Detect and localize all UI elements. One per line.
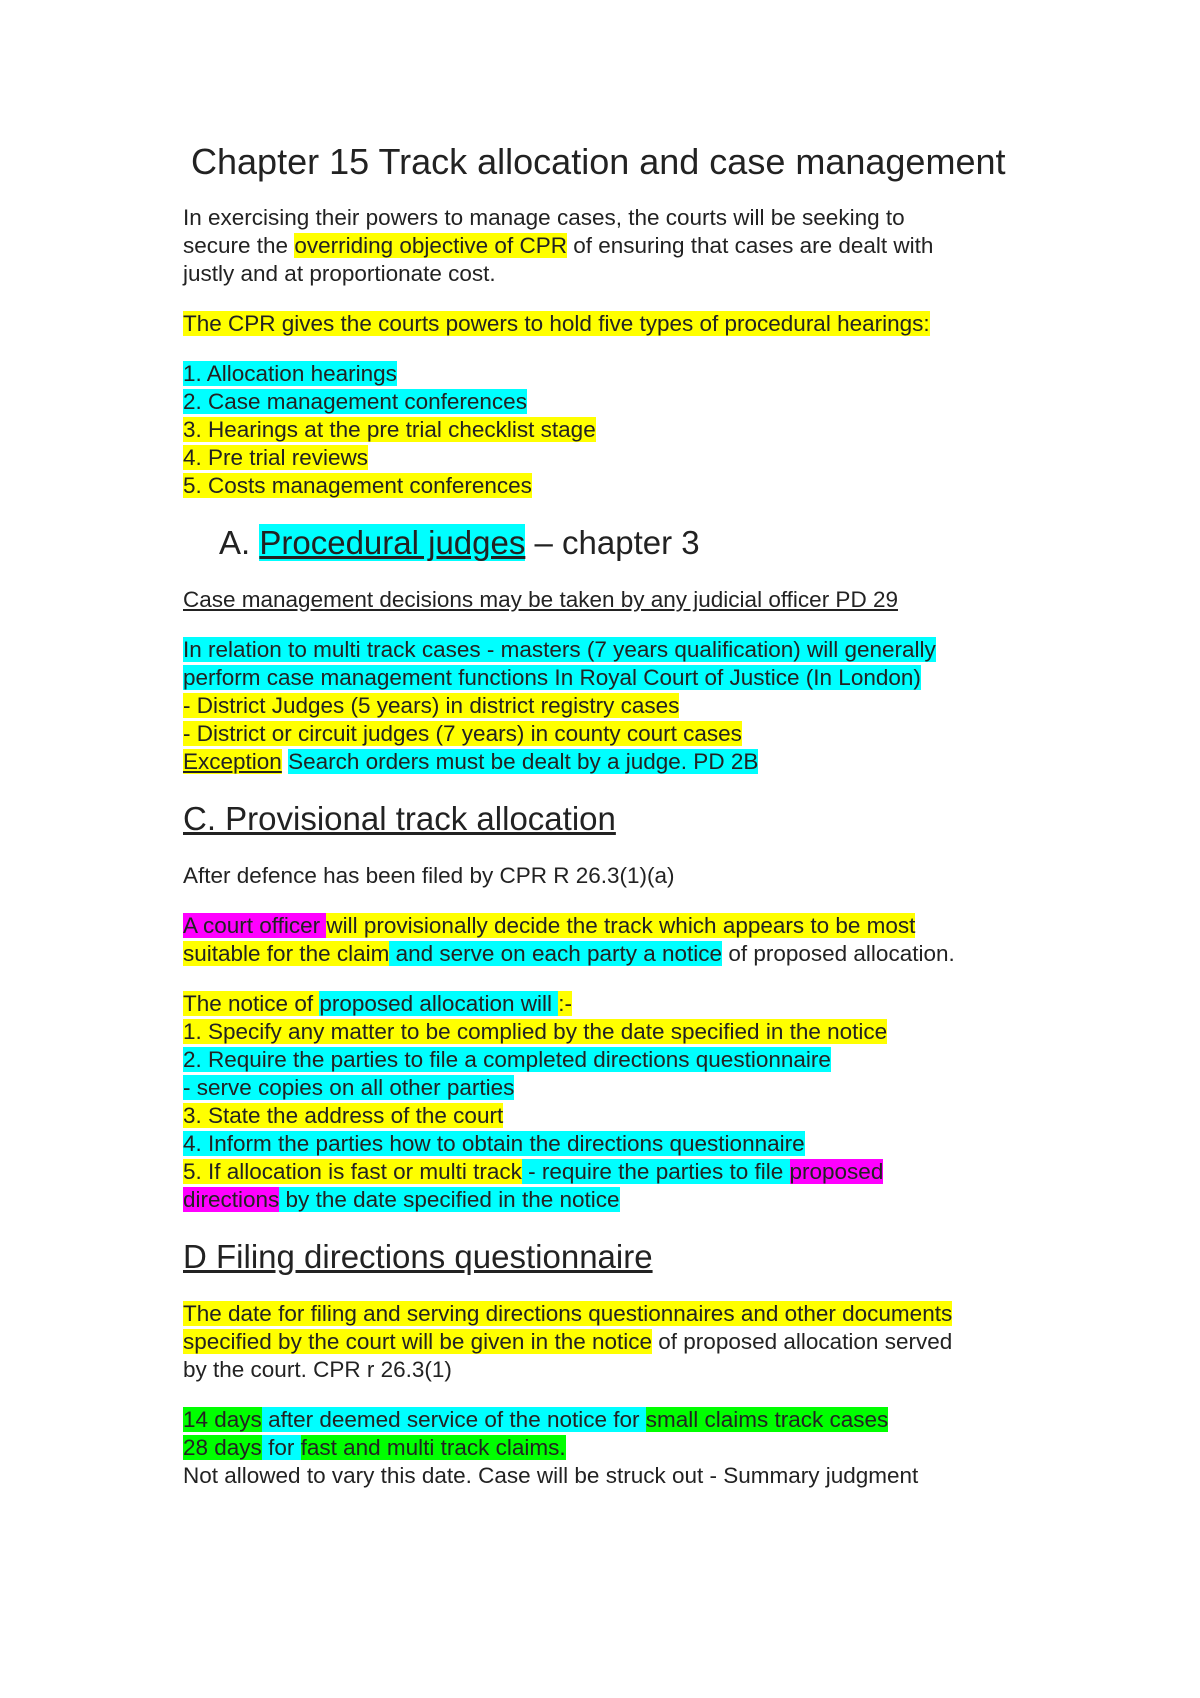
intro-paragraph (183, 204, 1063, 288)
c-line-1 (183, 912, 1063, 940)
intro-line-3: justly and at proportionate cost. (183, 261, 496, 286)
text: proposed allocation will (319, 991, 559, 1016)
highlight-court-officer: A court officer (183, 913, 327, 938)
text: In relation to multi track cases - masters (7 years qualification) will generally (183, 637, 936, 662)
text: secure the (183, 233, 295, 258)
section-c-p1: After defence has been filed by CPR R 26.3(1)(a) (183, 863, 675, 888)
intro-line-2 (183, 232, 1063, 260)
hearings-list (183, 360, 1063, 500)
list-item (183, 416, 1063, 444)
list-item-text: - require the parties to file (521, 1159, 790, 1184)
deadline-14-days (183, 1406, 1063, 1434)
text: of proposed allocation. (722, 941, 955, 966)
highlight-overriding-objective: overriding objective of CPR (294, 233, 567, 258)
text: after deemed service of the notice for (261, 1407, 646, 1432)
section-a-prefix: A. (219, 524, 260, 561)
section-c-p2 (183, 912, 1063, 968)
text: specified by the court will be given in the notice (183, 1329, 653, 1354)
underlined-text: Case management decisions may be taken by any judicial officer PD 29 (183, 587, 898, 612)
section-d-deadlines (183, 1406, 1063, 1490)
section-a-heading (219, 522, 1063, 564)
section-a-judges (183, 636, 1063, 776)
list-item (183, 1046, 1063, 1074)
section-a-heading-rest: – chapter 3 (525, 524, 700, 561)
text: 14 days (183, 1407, 262, 1432)
judges-line-4 (183, 720, 1063, 748)
text: - District or circuit judges (7 years) in county court cases (183, 721, 742, 746)
list-item (183, 1158, 1063, 1186)
text: small claims track cases (645, 1407, 889, 1432)
text: of proposed allocation served (652, 1329, 953, 1354)
list-item (183, 388, 1063, 416)
text: :- (558, 991, 572, 1016)
section-d-p1 (183, 1300, 1063, 1384)
d-line-2 (183, 1328, 1063, 1356)
intro-line-1: In exercising their powers to manage cases, the courts will be seeking to (183, 205, 905, 230)
list-item (183, 360, 1063, 388)
list-item-text: proposed (789, 1159, 884, 1184)
list-item (183, 1018, 1063, 1046)
highlight-hearings-intro: The CPR gives the courts powers to hold five types of procedural hearings: (183, 311, 930, 336)
list-item-text: 2. Require the parties to file a completed directions questionnaire (183, 1047, 831, 1072)
exception-text: Search orders must be dealt by a judge. PD 2B (288, 749, 759, 774)
text: 28 days (183, 1435, 262, 1460)
list-item (183, 444, 1063, 472)
list-item-text: 2. Case management conferences (183, 389, 527, 414)
document-body (183, 140, 1063, 1512)
list-item-text: 3. State the address of the court (183, 1103, 504, 1128)
list-item-text: 5. Costs management conferences (183, 473, 532, 498)
section-d-heading: D Filing directions questionnaire (183, 1238, 653, 1275)
section-a-heading-highlight: Procedural judges (259, 524, 526, 561)
text: and serve on each party a notice (389, 941, 723, 966)
text: for (261, 1435, 301, 1460)
section-a-underlined (183, 586, 1063, 614)
list-item-text: 3. Hearings at the pre trial checklist stage (183, 417, 596, 442)
summary-judgment-line: Not allowed to vary this date. Case will be struck out - Summary judgment (183, 1463, 919, 1488)
judges-line-2 (183, 664, 1063, 692)
hearings-intro (183, 310, 1063, 338)
text: of ensuring that cases are dealt with (566, 233, 934, 258)
judges-line-1 (183, 636, 1063, 664)
text: perform case management functions In Royal Court of Justice (In London) (183, 665, 921, 690)
judges-line-3 (183, 692, 1063, 720)
text: - District Judges (5 years) in district registry cases (183, 693, 680, 718)
list-item (183, 1186, 1063, 1214)
text: suitable for the claim (183, 941, 390, 966)
notice-list (183, 990, 1063, 1214)
list-item (183, 1102, 1063, 1130)
d-line-1 (183, 1300, 1063, 1328)
section-c-heading: C. Provisional track allocation (183, 800, 616, 837)
text: will provisionally decide the track which appears to be most (326, 913, 916, 938)
list-item-text: 1. Allocation hearings (183, 361, 397, 386)
list-item-text: directions (183, 1187, 280, 1212)
deadline-28-days (183, 1434, 1063, 1462)
exception-label: Exception (183, 749, 282, 774)
list-item-text: - serve copies on all other parties (183, 1075, 515, 1100)
d-line-3: by the court. CPR r 26.3(1) (183, 1357, 452, 1382)
list-item (183, 472, 1063, 500)
exception-line (183, 748, 1063, 776)
text: fast and multi track claims. (300, 1435, 566, 1460)
text: The notice of (183, 991, 320, 1016)
notice-intro (183, 990, 1063, 1018)
list-item-text: 1. Specify any matter to be complied by the date specified in the notice (183, 1019, 888, 1044)
list-item (183, 1074, 1063, 1102)
list-item-text: by the date specified in the notice (279, 1187, 620, 1212)
list-item-text: 5. If allocation is fast or multi track (183, 1159, 522, 1184)
list-item (183, 1130, 1063, 1158)
list-item-text: 4. Pre trial reviews (183, 445, 369, 470)
list-item-text: 4. Inform the parties how to obtain the directions questionnaire (183, 1131, 805, 1156)
page-title: Chapter 15 Track allocation and case management (191, 141, 1006, 182)
c-line-2 (183, 940, 1063, 968)
text: The date for filing and serving directions questionnaires and other documents (183, 1301, 953, 1326)
